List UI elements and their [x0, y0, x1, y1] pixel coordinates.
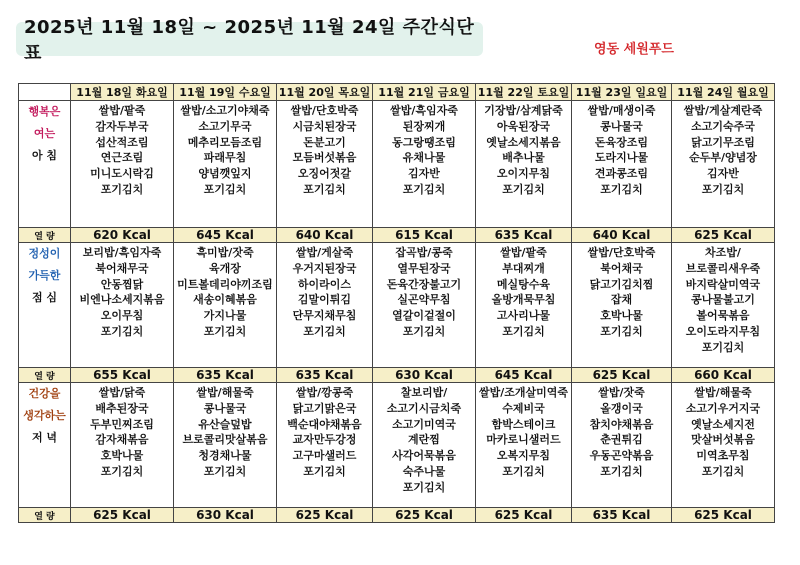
- menu-item: 동그랑땡조림: [392, 135, 456, 149]
- menu-item: 바지락살미역국: [685, 277, 761, 291]
- menu-item: 계란찜: [408, 433, 440, 447]
- menu-item: 오복지무침: [496, 449, 551, 463]
- kcal-value: 655 Kcal: [71, 368, 174, 383]
- menu-item: 포기김치: [600, 464, 643, 478]
- menu-item: 감자채볶음: [95, 433, 149, 447]
- kcal-value: 625 Kcal: [572, 368, 672, 383]
- menu-item: 열갈이겉절이: [392, 309, 456, 323]
- meal-row: [19, 243, 775, 368]
- kcal-value: 625 Kcal: [373, 508, 476, 523]
- menu-item: 우동곤약볶음: [589, 449, 654, 463]
- menu-cell: [71, 101, 174, 228]
- menu-item: 보리밥/흑임자죽: [82, 246, 162, 259]
- kcal-row: [19, 228, 775, 243]
- menu-cell: [174, 101, 277, 228]
- meal-label-line: 가득한: [28, 269, 61, 282]
- menu-cell: [277, 383, 373, 508]
- menu-item: 맛살버섯볶음: [691, 433, 755, 447]
- menu-item: 하이라이스: [297, 277, 352, 291]
- menu-cell: [572, 383, 672, 508]
- meal-label: [19, 383, 71, 508]
- menu-cell: [572, 101, 672, 228]
- menu-item: 쌀밥/게살죽: [295, 246, 354, 259]
- menu-item: 포기김치: [600, 182, 643, 196]
- menu-item: 잡채: [610, 293, 633, 307]
- menu-item: 오이지무침: [496, 167, 551, 181]
- menu-item: 부대찌개: [502, 261, 545, 275]
- meal-label-line: 여는: [33, 127, 56, 140]
- menu-item: 쌀밥/해물죽: [694, 386, 752, 399]
- kcal-value: 640 Kcal: [572, 228, 672, 243]
- menu-cell: [174, 383, 277, 508]
- menu-item: 닭고기김치찜: [589, 277, 654, 291]
- menu-item: 김자반: [408, 167, 440, 181]
- menu-item: 파래무침: [203, 151, 247, 165]
- menu-item: 호박나물: [600, 309, 643, 323]
- menu-cell: [572, 243, 672, 368]
- menu-item: 백순대야채볶음: [287, 417, 362, 431]
- menu-item: 포기김치: [402, 480, 446, 494]
- menu-item: 김말이튀김: [297, 293, 352, 307]
- menu-item: 포기김치: [402, 324, 446, 338]
- menu-item: 견과콩조림: [594, 167, 649, 181]
- menu-item: 포기김치: [303, 324, 346, 338]
- menu-cell: [672, 243, 775, 368]
- menu-item: 포기김치: [600, 324, 643, 338]
- menu-item: 고사리나물: [496, 309, 551, 323]
- menu-item: 돈육간장불고기: [386, 277, 462, 291]
- menu-item: 섭산적조림: [95, 135, 149, 149]
- menu-item: 쌀밥/게살계란죽: [683, 104, 763, 117]
- menu-item: 오징어젓갈: [297, 167, 352, 181]
- meal-label-line: 정성이: [28, 247, 61, 260]
- menu-item: 김자반: [707, 167, 739, 181]
- menu-item: 오이도라지무침: [685, 324, 761, 338]
- menu-item: 포기김치: [100, 464, 144, 478]
- page-title: 2025년 11월 18일 ~ 2025년 11월 24일 주간식단표: [24, 17, 475, 64]
- day-header: 11월 18일 화요일: [71, 84, 174, 101]
- menu-cell: [476, 383, 572, 508]
- weekly-menu-table: [18, 83, 775, 523]
- menu-item: 소고기미역국: [392, 417, 456, 431]
- menu-item: 사각어묵볶음: [392, 449, 456, 463]
- meal-label-line: 건강을: [28, 387, 61, 400]
- menu-item: 두부민찌조림: [90, 417, 154, 431]
- menu-item: 쌀밥/깡콩죽: [295, 386, 354, 399]
- kcal-value: 635 Kcal: [174, 368, 277, 383]
- meal-label-line: 행복은: [28, 105, 61, 118]
- menu-item: 가지나물: [203, 309, 247, 323]
- menu-cell: [672, 101, 775, 228]
- menu-item: 올갱이국: [600, 401, 643, 415]
- menu-item: 순두부/양념장: [689, 151, 757, 165]
- kcal-value: 645 Kcal: [174, 228, 277, 243]
- menu-item: 쌀밥/팥죽: [500, 246, 547, 259]
- menu-item: 유산슬덮밥: [198, 417, 252, 431]
- menu-item: 올방개묵무침: [491, 293, 556, 307]
- meal-label-line: 점 심: [31, 291, 58, 304]
- menu-item: 포기김치: [303, 464, 346, 478]
- kcal-label: 열 량: [19, 228, 71, 243]
- menu-item: 함박스테이크: [491, 417, 556, 431]
- menu-item: 콩나물국: [600, 119, 643, 133]
- menu-cell: [174, 243, 277, 368]
- menu-item: 소고기우거지국: [685, 401, 761, 415]
- brand-name: 영동 세원푸드: [594, 42, 674, 57]
- menu-item: 쌀밥/팥죽: [98, 104, 146, 117]
- menu-item: 숙주나물: [402, 464, 446, 478]
- day-header: 11월 20일 목요일: [277, 84, 373, 101]
- kcal-value: 660 Kcal: [672, 368, 775, 383]
- menu-item: 메추리모듬조림: [187, 135, 263, 149]
- kcal-label: 열 량: [19, 508, 71, 523]
- menu-item: 쌀밥/닭죽: [98, 386, 146, 399]
- menu-item: 배추나물: [502, 151, 545, 165]
- menu-item: 마카로니샐러드: [486, 433, 561, 447]
- day-header: 11월 21일 금요일: [373, 84, 476, 101]
- menu-item: 소고기숙주국: [691, 119, 755, 133]
- menu-item: 쌀밥/잣죽: [598, 386, 645, 399]
- menu-item: 호박나물: [100, 449, 144, 463]
- menu-item: 포기김치: [203, 464, 247, 478]
- kcal-value: 635 Kcal: [277, 368, 373, 383]
- title-box: [16, 17, 483, 64]
- day-header: 11월 24일 월요일: [672, 84, 775, 101]
- menu-item: 도라지나물: [594, 151, 649, 165]
- day-header: 11월 22일 토요일: [476, 84, 572, 101]
- meal-label-line: 저 녁: [31, 431, 58, 444]
- menu-item: 고구마샐러드: [292, 449, 357, 463]
- menu-item: 콩나물국: [203, 401, 247, 415]
- corner-cell: [19, 84, 71, 101]
- menu-item: 닭고기맑은국: [292, 401, 357, 415]
- meal-row: [19, 383, 775, 508]
- kcal-value: 640 Kcal: [277, 228, 373, 243]
- menu-item: 차조밥/브로콜리새우죽: [685, 246, 761, 275]
- menu-item: 우거지된장국: [292, 261, 357, 275]
- menu-item: 포기김치: [701, 182, 745, 196]
- menu-item: 미트볼데리야끼조림: [177, 277, 273, 291]
- kcal-row: [19, 508, 775, 523]
- menu-item: 쌀밥/조개살미역죽: [478, 386, 569, 399]
- menu-item: 콩나물불고기: [691, 293, 755, 307]
- menu-item: 포기김치: [502, 182, 545, 196]
- menu-item: 단무지채무침: [292, 309, 357, 323]
- menu-item: 포기김치: [203, 182, 247, 196]
- kcal-value: 625 Kcal: [71, 508, 174, 523]
- kcal-label: 열 량: [19, 368, 71, 383]
- menu-item: 새송이혜볶음: [193, 293, 257, 307]
- menu-item: 육개장: [209, 261, 241, 275]
- meal-label: [19, 101, 71, 228]
- menu-item: 포기김치: [100, 324, 144, 338]
- menu-item: 포기김치: [701, 464, 745, 478]
- meal-row: [19, 101, 775, 228]
- day-header: 11월 19일 수요일: [174, 84, 277, 101]
- menu-item: 쌀밥/소고기야채죽: [180, 104, 270, 117]
- menu-item: 찰보리밥/소고기시금치죽: [386, 386, 462, 415]
- menu-item: 춘권튀김: [600, 433, 643, 447]
- menu-item: 북어채무국: [95, 261, 149, 275]
- menu-item: 포기김치: [100, 182, 144, 196]
- menu-item: 옛날소세지볶음: [486, 135, 561, 149]
- meal-label-line: 아 침: [31, 149, 58, 162]
- menu-item: 수제비국: [502, 401, 545, 415]
- menu-cell: [373, 383, 476, 508]
- menu-cell: [476, 243, 572, 368]
- menu-item: 감자두부국: [95, 119, 149, 133]
- menu-item: 시금치된장국: [292, 119, 357, 133]
- menu-cell: [71, 383, 174, 508]
- menu-cell: [277, 101, 373, 228]
- menu-cell: [476, 101, 572, 228]
- menu-item: 포기김치: [502, 464, 545, 478]
- kcal-value: 615 Kcal: [373, 228, 476, 243]
- menu-item: 안동찜닭: [100, 277, 144, 291]
- menu-cell: [373, 243, 476, 368]
- menu-item: 양념깻잎지: [198, 167, 252, 181]
- menu-item: 아욱된장국: [496, 119, 551, 133]
- menu-item: 옛날소세지전: [691, 417, 755, 431]
- kcal-value: 625 Kcal: [476, 508, 572, 523]
- menu-item: 참치야채볶음: [589, 417, 654, 431]
- menu-item: 흑미밥/잣죽: [196, 246, 254, 259]
- menu-item: 미니도시락김: [90, 167, 154, 181]
- menu-item: 포기김치: [502, 324, 545, 338]
- kcal-value: 625 Kcal: [672, 228, 775, 243]
- kcal-value: 625 Kcal: [277, 508, 373, 523]
- kcal-value: 645 Kcal: [476, 368, 572, 383]
- menu-item: 쌀밥/단호박죽: [587, 246, 656, 259]
- menu-item: 포기김치: [701, 340, 745, 354]
- menu-item: 쌀밥/단호박죽: [290, 104, 359, 117]
- menu-item: 유채나물: [402, 151, 446, 165]
- day-header: 11월 23일 일요일: [572, 84, 672, 101]
- menu-item: 포기김치: [303, 182, 346, 196]
- menu-item: 된장찌개: [402, 119, 446, 133]
- menu-item: 돈분고기: [303, 135, 346, 149]
- menu-item: 닭고기무조림: [691, 135, 755, 149]
- menu-item: 연근조림: [100, 151, 144, 165]
- kcal-value: 635 Kcal: [476, 228, 572, 243]
- menu-item: 북어채국: [600, 261, 643, 275]
- kcal-value: 630 Kcal: [373, 368, 476, 383]
- menu-item: 브로콜리맛살볶음: [182, 433, 268, 447]
- kcal-value: 635 Kcal: [572, 508, 672, 523]
- menu-item: 포기김치: [203, 324, 247, 338]
- menu-item: 소고기무국: [198, 119, 252, 133]
- menu-item: 오이무침: [100, 309, 144, 323]
- kcal-value: 620 Kcal: [71, 228, 174, 243]
- meal-label-line: 생각하는: [23, 409, 66, 422]
- menu-item: 미역초무침: [696, 449, 750, 463]
- day-header-row: [19, 84, 775, 101]
- menu-item: 쌀밥/해물죽: [196, 386, 254, 399]
- menu-item: 볼어묵볶음: [696, 309, 750, 323]
- menu-item: 쌀밥/매생이죽: [587, 104, 656, 117]
- menu-cell: [373, 101, 476, 228]
- menu-cell: [71, 243, 174, 368]
- kcal-value: 625 Kcal: [672, 508, 775, 523]
- kcal-value: 630 Kcal: [174, 508, 277, 523]
- menu-item: 실곤약무침: [397, 293, 451, 307]
- menu-item: 열무된장국: [397, 261, 451, 275]
- menu-item: 기장밥/삼계닭죽: [484, 104, 563, 117]
- kcal-row: [19, 368, 775, 383]
- menu-item: 잡곡밥/콩죽: [395, 246, 453, 259]
- menu-item: 돈육장조림: [594, 135, 649, 149]
- menu-cell: [672, 383, 775, 508]
- menu-item: 모듬버섯볶음: [292, 151, 357, 165]
- menu-cell: [277, 243, 373, 368]
- menu-item: 교자만두강정: [292, 433, 357, 447]
- meal-label: [19, 243, 71, 368]
- menu-item: 배추된장국: [95, 401, 149, 415]
- menu-item: 청경채나물: [198, 449, 252, 463]
- menu-item: 메실탕수육: [496, 277, 551, 291]
- menu-item: 비엔나소세지볶음: [79, 293, 165, 307]
- menu-item: 쌀밥/흑임자죽: [390, 104, 458, 117]
- menu-item: 포기김치: [402, 182, 446, 196]
